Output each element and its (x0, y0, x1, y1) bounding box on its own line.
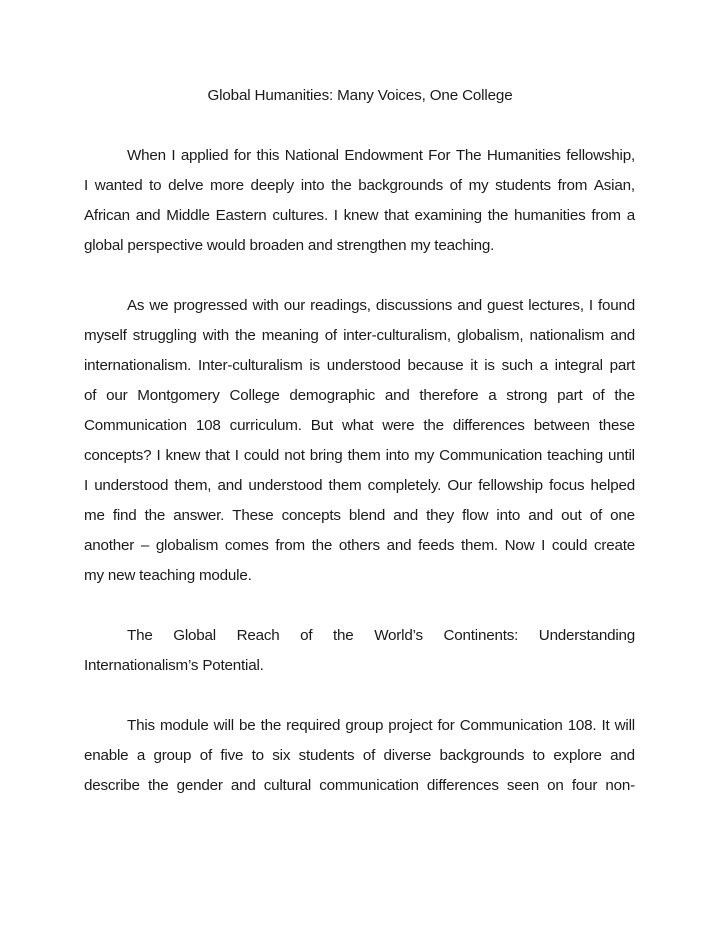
paragraph-3-line: Internationalism’s Potential. (84, 657, 264, 674)
paragraph-2-line: concepts? I knew that I could not bring them into my Communication teaching until (84, 447, 635, 464)
paragraph-2-line: I understood them, and understood them completely. Our fellowship focus helped (84, 477, 635, 494)
paragraph-3-line: The Global Reach of the World’s Continents: Understanding (127, 627, 635, 644)
paragraph-2-line: me find the answer. These concepts blend and they flow into and out of one (84, 507, 635, 524)
paragraph-2-line: As we progressed with our readings, discussions and guest lectures, I found (127, 297, 635, 314)
paragraph-4-line: enable a group of five to six students of diverse backgrounds to explore and (84, 747, 635, 764)
paragraph-2-line: my new teaching module. (84, 567, 252, 584)
document-title: Global Humanities: Many Voices, One College (207, 87, 513, 104)
paragraph-4-line: describe the gender and cultural communication differences seen on four non- (84, 777, 635, 794)
paragraph-2-line: internationalism. Inter-culturalism is understood because it is such a integral part (84, 357, 635, 374)
paragraph-2-line: Communication 108 curriculum. But what were the differences between these (84, 417, 635, 434)
paragraph-2-line: of our Montgomery College demographic and therefore a strong part of the (84, 387, 635, 404)
paragraph-1-line: I wanted to delve more deeply into the backgrounds of my students from Asian, (84, 177, 635, 194)
paragraph-1-line: African and Middle Eastern cultures. I knew that examining the humanities from a (84, 207, 635, 224)
paragraph-1-line: global perspective would broaden and strengthen my teaching. (84, 237, 495, 254)
paragraph-2-line: myself struggling with the meaning of inter-culturalism, globalism, nationalism and (84, 327, 635, 344)
paragraph-1-line: When I applied for this National Endowment For The Humanities fellowship, (127, 147, 635, 164)
paragraph-4-line: This module will be the required group project for Communication 108. It will (127, 717, 635, 734)
paragraph-2-line: another – globalism comes from the others and feeds them. Now I could create (84, 537, 635, 554)
